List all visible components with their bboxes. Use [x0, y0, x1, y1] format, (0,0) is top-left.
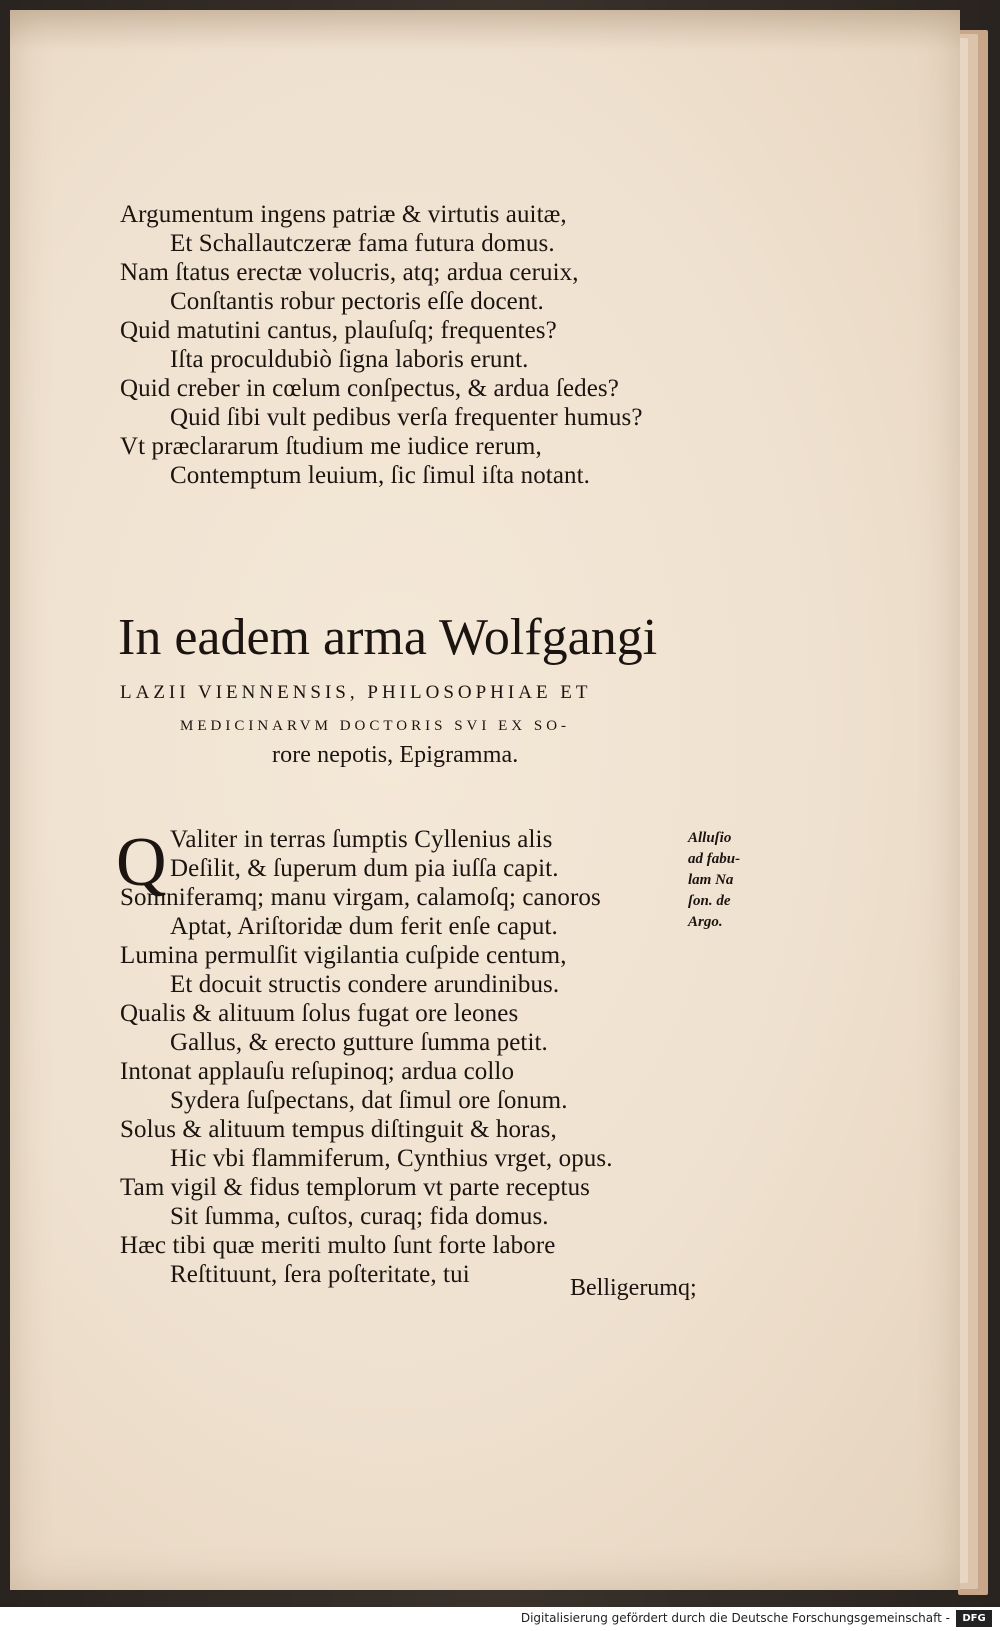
poem2-line: Sit ſumma, cuſtos, curaq; fida domus.: [170, 1203, 549, 1230]
poem2-line: Somniferamq; manu virgam, calamoſq; canoros: [120, 884, 601, 911]
poem1-line: Quid creber in cœlum conſpectus, & ardua ſedes?: [120, 375, 619, 402]
page-top-shadow: [10, 10, 960, 50]
marginal-note-line: ſon. de: [688, 893, 731, 909]
poem1-line: Vt præclararum ſtudium me iudice rerum,: [120, 433, 542, 460]
poem1-line: Conſtantis robur pectoris eſſe docent.: [170, 288, 544, 315]
subtitle-line: rore nepotis, Epigramma.: [272, 742, 519, 768]
poem1-line: Quid ſibi vult pedibus verſa frequenter humus?: [170, 404, 643, 431]
poem1-line: Et Schallautczeræ fama futura domus.: [170, 230, 555, 257]
book-page: [10, 10, 960, 1590]
marginal-note-line: Alluſio: [688, 830, 732, 846]
poem1-line: Argumentum ingens patriæ & virtutis auitæ,: [120, 201, 567, 228]
poem2-line: Solus & alituum tempus diſtinguit & horas,: [120, 1116, 557, 1143]
poem2-line: Reſtituunt, ſera poſteritate, tui: [170, 1261, 470, 1288]
poem2-line: Qualis & alituum ſolus fugat ore leones: [120, 1000, 519, 1027]
poem2-line: Deſilit, & ſuperum dum pia iuſſa capit.: [170, 855, 559, 882]
catchword: Belligerumq;: [570, 1275, 697, 1301]
poem2-line: Tam vigil & fidus templorum vt parte receptus: [120, 1174, 591, 1201]
poem2-line: Intonat applauſu reſupinoq; ardua collo: [120, 1058, 515, 1085]
poem2-line: Lumina permulſit vigilantia cuſpide centum,: [120, 942, 567, 969]
dfg-logo-icon: DFG: [956, 1610, 992, 1627]
marginal-note: [688, 828, 778, 933]
marginal-note-line: lam Na: [688, 872, 734, 888]
marginal-note-line: Argo.: [688, 914, 723, 930]
poem2-line: Hic vbi flammiferum, Cynthius vrget, opus.: [170, 1145, 613, 1172]
marginal-note-line: ad fabu-: [688, 851, 741, 867]
poem1-line: Contemptum leuium, ſic ſimul iſta notant.: [170, 462, 591, 489]
subtitle-line: LAZII VIENNENSIS, PHILOSOPHIAE ET: [120, 682, 592, 703]
subtitle-line: MEDICINARVM DOCTORIS SVI EX SO-: [180, 718, 571, 734]
poem1-line: Quid matutini cantus, plauſuſq; frequentes?: [120, 317, 557, 344]
poem1-line: Iſta proculdubiò ſigna laboris erunt.: [170, 346, 529, 373]
poem2-line: Sydera ſuſpectans, dat ſimul ore ſonum.: [170, 1087, 568, 1114]
footer-credit: Digitalisierung gefördert durch die Deutsche Forschungsgemeinschaft -: [520, 1611, 950, 1625]
drop-cap: Q: [116, 824, 167, 901]
poem1-line: Nam ſtatus erectæ volucris, atq; ardua ceruix,: [120, 259, 579, 286]
footer-bar: [0, 1607, 1000, 1631]
page-title: In eadem arma Wolfgangi: [118, 609, 658, 666]
poem2-line: Et docuit structis condere arundinibus.: [170, 971, 560, 998]
poem2-line: Aptat, Ariſtoridæ dum ferit enſe caput.: [170, 913, 558, 940]
poem2-line: Valiter in terras ſumptis Cyllenius alis: [170, 826, 553, 853]
poem2-line: Gallus, & erecto gutture ſumma petit.: [170, 1029, 548, 1056]
poem2-line: Hæc tibi quæ meriti multo ſunt forte labore: [120, 1232, 556, 1259]
